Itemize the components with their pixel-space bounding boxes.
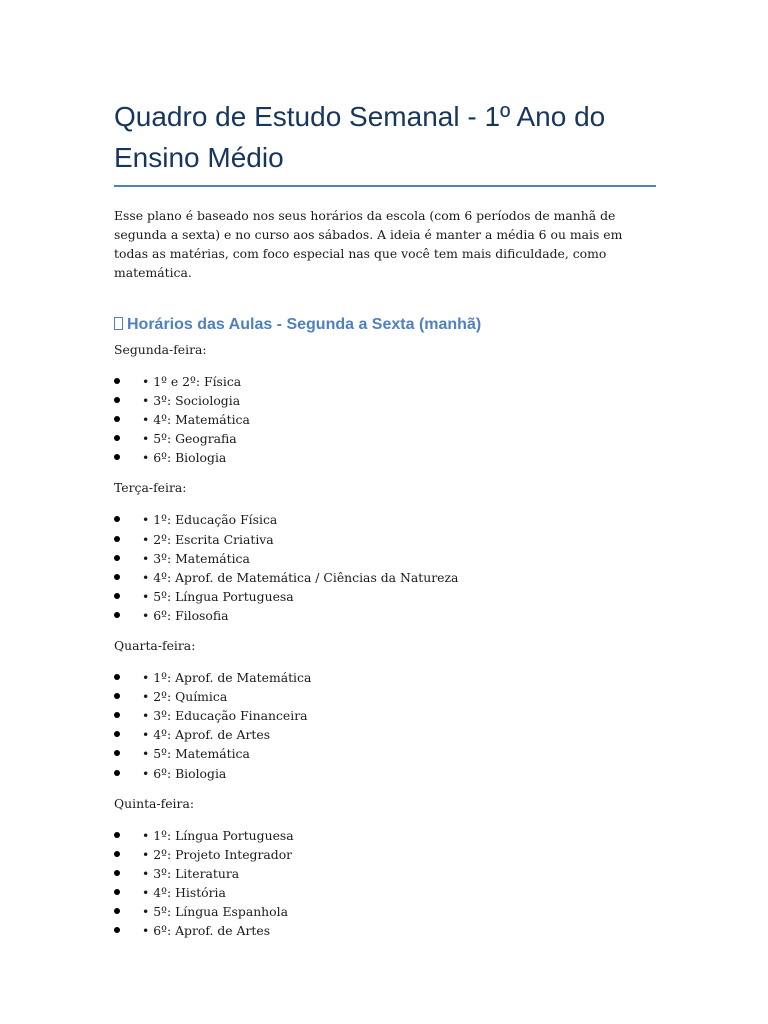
day-block	[114, 636, 656, 783]
list-item	[114, 410, 656, 429]
bullet-icon	[114, 731, 120, 737]
list-item-text: • 6º: Aprof. de Artes	[142, 923, 271, 939]
list-item-text: • 4º: Aprof. de Matemática / Ciências da Natureza	[142, 569, 459, 585]
list-item	[114, 668, 656, 687]
list-item	[114, 826, 656, 845]
day-block	[114, 340, 656, 467]
list-item-text: • 3º: Sociologia	[142, 393, 241, 409]
class-list	[114, 826, 656, 941]
list-item	[114, 568, 656, 587]
list-item	[114, 725, 656, 744]
intro-paragraph: Esse plano é baseado nos seus horários da escola (com 6 períodos de manhã de segunda a sexta) e no curso aos sábados. A ideia é manter a média 6 ou mais em todas as matérias, com foco especial nas que você tem mais dificuldade, como matemática.	[114, 208, 623, 280]
list-item-text: • 5º: Matemática	[142, 746, 250, 762]
bullet-icon	[114, 435, 120, 441]
bullet-icon	[114, 555, 120, 561]
bullet-icon	[114, 889, 120, 895]
day-label: Terça-feira:	[114, 480, 187, 496]
list-item-text: • 6º: Biologia	[142, 765, 227, 781]
list-item-text: • 5º: Língua Espanhola	[142, 903, 288, 919]
bullet-icon	[114, 378, 120, 384]
list-item-text: • 3º: Educação Financeira	[142, 708, 308, 724]
list-item	[114, 921, 656, 940]
class-list	[114, 510, 656, 625]
schedule-days	[114, 340, 656, 940]
list-item	[114, 429, 656, 448]
list-item-text: • 3º: Literatura	[142, 865, 240, 881]
list-item	[114, 687, 656, 706]
list-item	[114, 706, 656, 725]
list-item-text: • 2º: Escrita Criativa	[142, 531, 274, 547]
day-label: Quinta-feira:	[114, 795, 195, 811]
day-block	[114, 478, 656, 625]
list-item	[114, 606, 656, 625]
list-item	[114, 744, 656, 763]
list-item-text: • 4º: Aprof. de Artes	[142, 727, 271, 743]
class-list	[114, 668, 656, 783]
list-item-text: • 3º: Matemática	[142, 550, 250, 566]
list-item-text: • 2º: Química	[142, 689, 228, 705]
bullet-icon	[114, 712, 120, 718]
list-item-text: • 6º: Filosofia	[142, 607, 229, 623]
title-underline	[114, 185, 656, 187]
bullet-icon	[114, 770, 120, 776]
list-item	[114, 764, 656, 783]
day-block	[114, 794, 656, 941]
page-title: Quadro de Estudo Semanal - 1º Ano do Ensino Médio	[114, 101, 606, 173]
bullet-icon	[114, 536, 120, 542]
bullet-icon	[114, 851, 120, 857]
bullet-icon	[114, 750, 120, 756]
bullet-icon	[114, 516, 120, 522]
list-item-text: • 4º: História	[142, 884, 226, 900]
list-item-text: • 2º: Projeto Integrador	[142, 846, 293, 862]
list-item	[114, 510, 656, 529]
list-item-text: • 4º: Matemática	[142, 412, 250, 428]
list-item-text: • 1º: Língua Portuguesa	[142, 827, 294, 843]
section-heading-text: Horários das Aulas - Segunda a Sexta (manhã)	[127, 316, 482, 333]
section-heading	[114, 315, 656, 335]
list-item	[114, 883, 656, 902]
day-label: Segunda-feira:	[114, 342, 207, 357]
bullet-icon	[114, 674, 120, 680]
bullet-icon	[114, 927, 120, 933]
day-label: Quarta-feira:	[114, 638, 196, 654]
list-item	[114, 902, 656, 921]
bullet-icon	[114, 454, 120, 460]
list-item-text: • 5º: Geografia	[142, 431, 237, 447]
bullet-icon	[114, 612, 120, 618]
list-item	[114, 372, 656, 391]
bullet-icon	[114, 397, 120, 403]
list-item-text: • 1º e 2º: Física	[142, 374, 242, 389]
list-item	[114, 391, 656, 410]
bullet-icon	[114, 693, 120, 699]
list-item	[114, 845, 656, 864]
missing-glyph-icon	[114, 317, 123, 330]
bullet-icon	[114, 416, 120, 422]
bullet-icon	[114, 574, 120, 580]
list-item-text: • 6º: Biologia	[142, 450, 227, 466]
list-item	[114, 864, 656, 883]
list-item	[114, 549, 656, 568]
bullet-icon	[114, 593, 120, 599]
document-page	[114, 96, 656, 940]
list-item-text: • 1º: Aprof. de Matemática	[142, 670, 312, 686]
list-item	[114, 448, 656, 467]
bullet-icon	[114, 908, 120, 914]
list-item-text: • 5º: Língua Portuguesa	[142, 588, 294, 604]
class-list	[114, 372, 656, 467]
list-item	[114, 587, 656, 606]
list-item	[114, 530, 656, 549]
bullet-icon	[114, 832, 120, 838]
bullet-icon	[114, 870, 120, 876]
list-item-text: • 1º: Educação Física	[142, 512, 278, 528]
